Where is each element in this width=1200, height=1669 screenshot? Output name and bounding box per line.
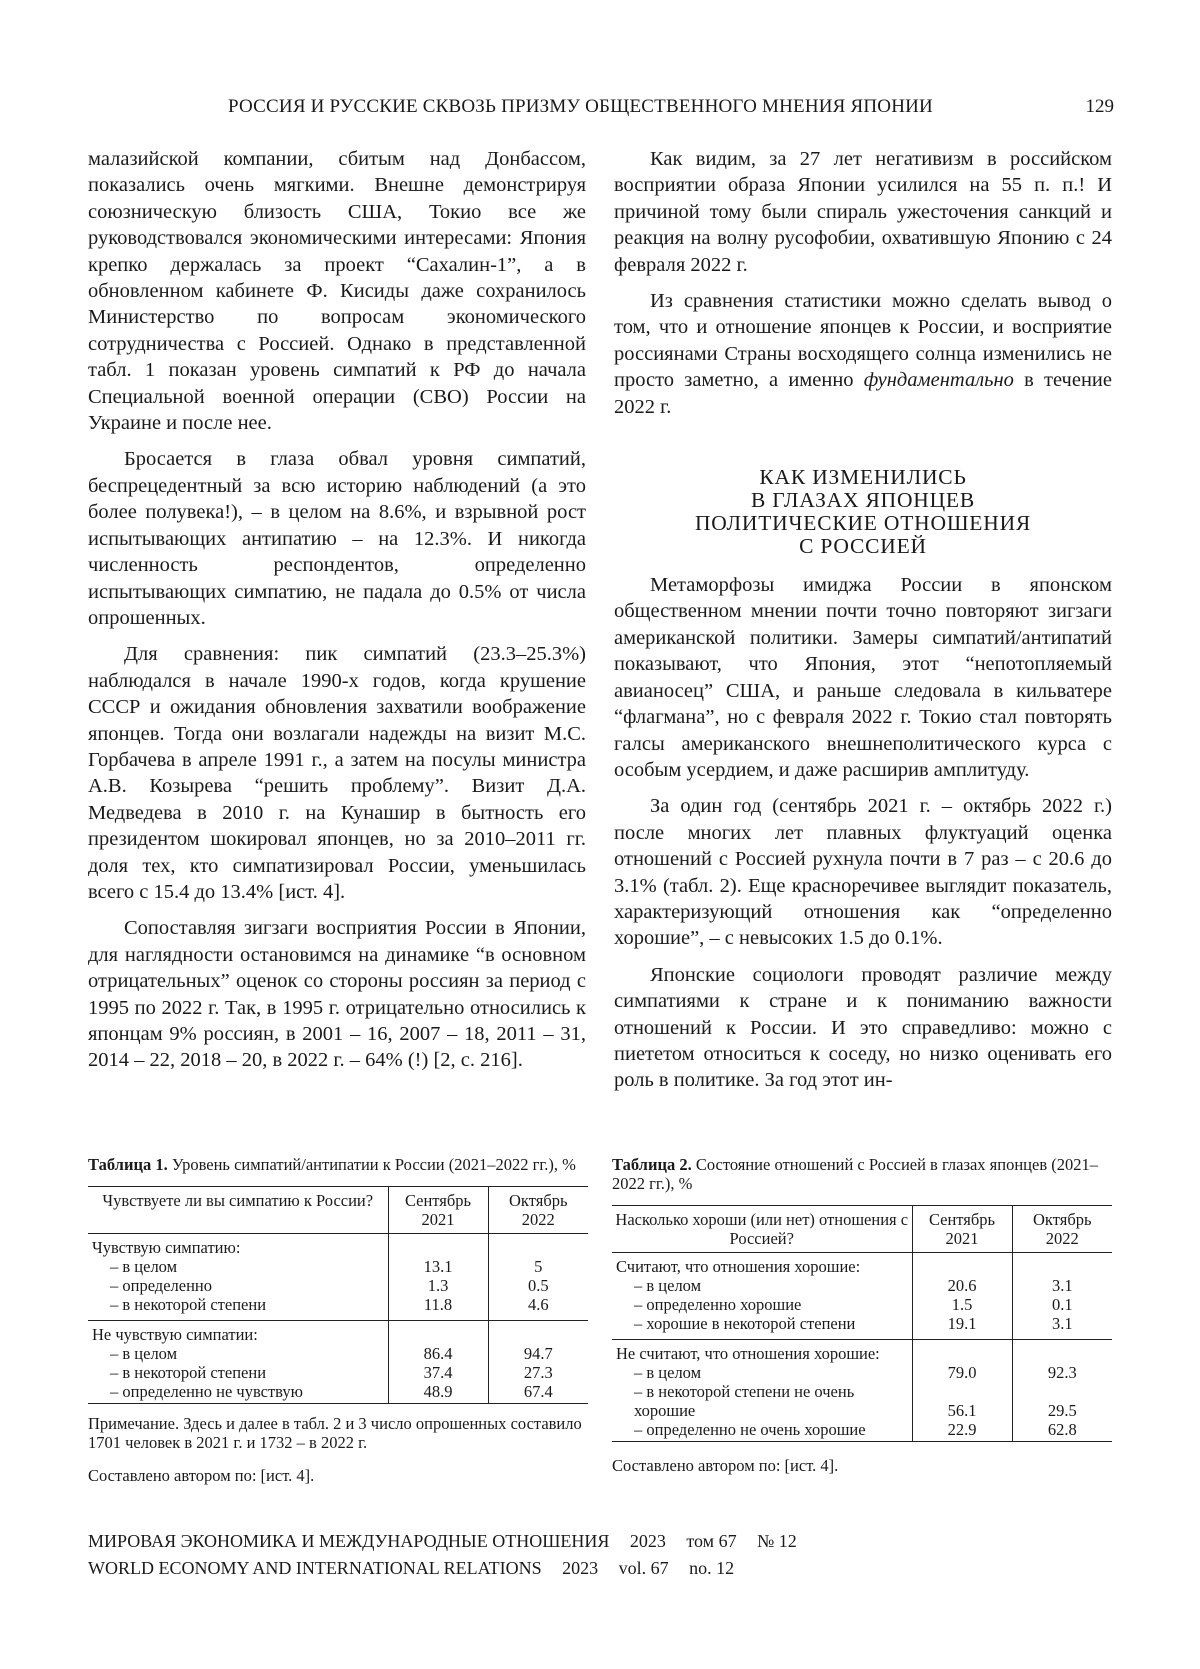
table-cell [912,1253,1012,1277]
paragraph: Японские социологи проводят различие между симпатиями к стране и к пониманию важности отношений к России. И это справедливо: можно с пиететом относиться к соседу, но низко оценивать его роль в политике. За год этот ин- [614,963,1112,1092]
table-cell: 48.9 [388,1382,488,1404]
row-label: – в некоторой степени [110,1363,267,1382]
row-label: – в целом [110,1257,178,1276]
left-text-column [88,146,586,1084]
table-cell: 13.1 [388,1257,488,1276]
row-label: – определенно не чувствую [88,1382,388,1404]
footer-ru [88,1528,797,1555]
column-header-month: Октябрь [509,1191,568,1210]
table-cell: 37.4 [388,1363,488,1382]
footer-en [88,1555,797,1582]
group-title: Чувствую симпатию: [92,1238,241,1257]
table-cell [388,1321,488,1345]
running-head [88,96,1114,122]
row-label: – хорошие в некоторой степени [634,1314,856,1333]
table-row [612,1295,1112,1314]
paragraph-text: в течение 2022 г. [614,369,1112,418]
table-cell [912,1340,1012,1364]
table-note: Примечание. Здесь и далее в табл. 2 и 3 число опрошенных составило 1701 человек в 2021 г. и 1732 – в 2022 г. [88,1414,582,1452]
journal-issue: no. 12 [689,1558,735,1578]
column-header: Насколько хороши (или нет) отношения с Россией? [612,1206,912,1253]
heading-line: В ГЛАЗАХ ЯПОНЦЕВ [750,488,976,513]
table-cell: 5 [488,1257,588,1276]
table-cell [1012,1340,1112,1364]
group-title: Не чувствую симпатии: [88,1321,388,1345]
table-row [88,1295,588,1321]
table-cell: 4.6 [488,1295,588,1321]
column-header [912,1206,1012,1253]
table-header-row [612,1206,1112,1253]
table-cell: 1.5 [912,1295,1012,1314]
table-label: Таблица 2. [612,1155,692,1174]
row-label: – в некоторой степени не очень хорошие [634,1382,855,1420]
column-header-year: 2022 [521,1210,555,1229]
table-cell: 1.3 [388,1276,488,1295]
journal-name-ru: МИРОВАЯ ЭКОНОМИКА И МЕЖДУНАРОДНЫЕ ОТНОШЕНИЯ [88,1531,610,1551]
running-title: РОССИЯ И РУССКИЕ СКВОЗЬ ПРИЗМУ ОБЩЕСТВЕННОГО МНЕНИЯ ЯПОНИИ [228,96,933,117]
table-caption [612,1155,1112,1193]
table-cell: 20.6 [912,1276,1012,1295]
journal-year: 2023 [562,1558,599,1578]
table-cell: 11.8 [388,1295,488,1321]
paragraph: малазийской компании, сбитым над Донбассом, показались очень мягкими. Внешне демонстрируя союзническую близость США, Токио все же руководствовался экономическими интересами: Япония крепко держалась за проект “Сахалин-1”, а в обновленном кабинете Ф. Кисиды даже сохранилось Министерство по вопросам экономического сотрудничества с Россией. Однако в представленной табл. 1 показан уровень симпатий к РФ до начала Специальной военной операции (СВО) России на Украине и после нее. [88,148,586,435]
journal-volume: том 67 [686,1531,737,1551]
journal-year: 2023 [629,1531,666,1551]
table-cell: 3.1 [1012,1314,1112,1340]
table-row [88,1234,588,1258]
table-row [88,1382,588,1404]
table-row [88,1257,588,1276]
page-number: 129 [1085,96,1114,117]
right-text-column [614,146,1112,1104]
table-2-block [612,1155,1112,1475]
table-cell: 92.3 [1012,1363,1112,1382]
row-label: – определенно хорошие [634,1295,802,1314]
table-row [612,1363,1112,1382]
heading-line: ПОЛИТИЧЕСКИЕ ОТНОШЕНИЯ [694,511,1032,536]
table-cell [388,1234,488,1258]
journal-footer [88,1528,797,1582]
column-header [388,1187,488,1234]
column-header [488,1187,588,1234]
row-label: – в целом [110,1344,178,1363]
row-label: – определенно [110,1276,212,1295]
table-cell: 79.0 [912,1363,1012,1382]
column-header-month: Сентябрь [928,1210,996,1229]
table-caption-text: Уровень симпатий/антипатии к России (2021–2022 гг.), % [167,1155,576,1174]
emphasis-text: фундаментально [863,369,1014,392]
table-row [88,1321,588,1345]
table-cell: 67.4 [488,1382,588,1404]
paragraph [614,288,1112,420]
section-heading [614,466,1112,558]
table-cell: 0.5 [488,1276,588,1295]
table-caption-text: Состояние отношений с Россией в глазах японцев (2021–2022 гг.), % [612,1155,1098,1193]
table-cell: 56.1 [912,1382,1012,1420]
journal-issue: № 12 [757,1531,797,1551]
table-1 [88,1186,588,1404]
table-row [612,1340,1112,1364]
table-cell: 22.9 [912,1420,1012,1442]
table-cell [1012,1253,1112,1277]
table-source: Составлено автором по: [ист. 4]. [612,1456,839,1475]
column-header-month: Сентябрь [404,1191,472,1210]
row-label: – в некоторой степени [110,1295,267,1314]
column-header [1012,1206,1112,1253]
table-cell [488,1234,588,1258]
table-cell: 19.1 [912,1314,1012,1340]
table-row [612,1276,1112,1295]
table-cell: 62.8 [1012,1420,1112,1442]
column-header-year: 2021 [421,1210,455,1229]
journal-name-en: WORLD ECONOMY AND INTERNATIONAL RELATIONS [88,1558,542,1578]
table-source: Составлено автором по: [ист. 4]. [88,1466,315,1485]
table-row [88,1276,588,1295]
table-row [612,1420,1112,1442]
row-label: – определенно не очень хорошие [612,1420,912,1442]
heading-line: КАК ИЗМЕНИЛИСЬ [759,465,967,490]
group-title: Считают, что отношения хорошие: [616,1257,861,1276]
table-cell: 29.5 [1012,1382,1112,1420]
table-cell: 94.7 [488,1344,588,1363]
table-caption [88,1155,588,1174]
table-row [88,1344,588,1363]
paragraph: За один год (сентябрь 2021 г. – октябрь 2022 г.) после многих лет плавных флуктуаций оценка отношений с Россией рухнула почти в 7 раз – с 20.6 до 3.1% (табл. 2). Еще красноречивее выглядит показатель, характеризующий отношения как “определенно хорошие”, – с невысоких 1.5 до 0.1%. [614,795,1112,950]
column-header-year: 2022 [1045,1229,1079,1248]
group-title: Не считают, что отношения хорошие: [612,1340,912,1364]
paragraph: Бросается в глаза обвал уровня симпатий, беспрецедентный за всю историю наблюдений (а это более полувека!), – в целом на 8.6%, и взрывной рост испытывающих антипатию – на 12.3%. И никогда численность респондентов, определенно испытывающих симпатию, не падала до 0.5% от числа опрошенных. [88,448,586,629]
paragraph: Для сравнения: пик симпатий (23.3–25.3%) наблюдался в начале 1990-х годов, когда крушение СССР и ожидания обновления захватили воображение японцев. Тогда они возлагали надежды на визит М.С. Горбачева в апреле 1991 г., а затем на посулы министра А.В. Козырева “решить проблему”. Визит Д.А. Медведева в 2010 г. на Кунашир в бытность его президентом шокировал японцев, но за 2010–2011 гг. доля тех, кто симпатизировал России, уменьшилась всего с 15.4 до 13.4% [ист. 4]. [88,643,586,903]
column-header-month: Октябрь [1033,1210,1092,1229]
table-header-row [88,1187,588,1234]
paragraph: Сопоставляя зигзаги восприятия России в Японии, для наглядности остановимся на динамике “в основном отрицательных” оценок со стороны россиян за период с 1995 по 2022 г. Так, в 1995 г. отрицательно относились к японцам 9% россиян, в 2001 – 16, 2007 – 18, 2011 – 31, 2014 – 22, 2018 – 20, в 2022 г. – 64% (!) [2, с. 216]. [88,917,586,1072]
paragraph: Как видим, за 27 лет негативизм в российском восприятии образа Японии усилился на 55 п. п.! И причиной тому были спираль ужесточения санкций и реакция на волну русофобии, охватившую Японию с 24 февраля 2022 г. [614,148,1112,276]
table-cell: 86.4 [388,1344,488,1363]
paragraph: Метаморфозы имиджа России в японском общественном мнении почти точно повторяют зигзаги американской политики. Замеры симпатий/антипатий показывают, что Япония, этот “непотопляемый авианосец” США, и раньше следовала в кильватере “флагмана”, но с февраля 2022 г. Токио стал повторять галсы американского внешнеполитического курса с особым усердием, и даже расширив амплитуду. [614,574,1112,781]
table-cell: 3.1 [1012,1276,1112,1295]
paragraph-text: Из сравнения статистики можно сделать вывод о том, что и отношение японцев к России, и восприятие россиянами Страны восходящего солнца изменились не просто заметно, а именно [614,290,1112,392]
table-cell [488,1321,588,1345]
table-1-block [88,1155,588,1485]
table-2 [612,1205,1112,1442]
table-row [88,1363,588,1382]
table-row [612,1382,1112,1420]
row-label: – в целом [634,1363,702,1382]
column-header: Чувствуете ли вы симпатию к России? [88,1187,388,1234]
column-header-year: 2021 [945,1229,979,1248]
table-cell: 27.3 [488,1363,588,1382]
table-label: Таблица 1. [88,1155,168,1174]
table-row [612,1314,1112,1340]
journal-volume: vol. 67 [618,1558,669,1578]
heading-line: С РОССИЕЙ [799,534,927,559]
table-cell: 0.1 [1012,1295,1112,1314]
table-row [612,1253,1112,1277]
row-label: – в целом [634,1276,702,1295]
